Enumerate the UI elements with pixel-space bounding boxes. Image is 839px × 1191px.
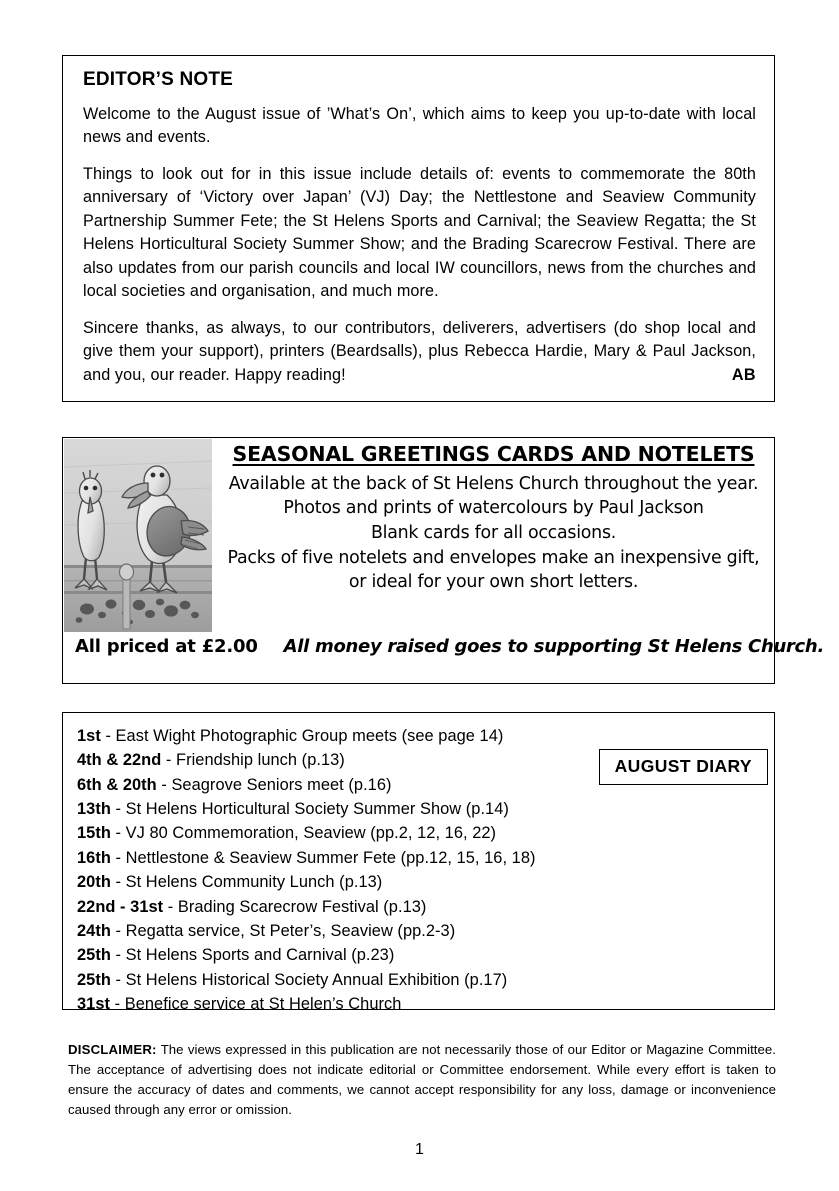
list-item [77,968,764,992]
page-number: 1 [415,1141,424,1158]
editors-note-box [62,55,775,402]
diary-entry-text: - Regatta service, St Peter’s, Seaview (pp.2-3) [110,921,456,940]
advert-line-5: or ideal for your own short letters. [348,572,639,593]
diary-entry-text: - St Helens Community Lunch (p.13) [110,873,383,892]
diary-day: 25th [77,970,111,989]
disclaimer-text: The views expressed in this publication are not necessarily those of our Editor or Magazine Committee. The acceptance of advertising does not indicate editorial or Committee endorsement. While every effort is taken to ensure the accuracy of dates and comments, we cannot accept responsibility for any loss, damage or inconvenience caused through any error or omission. [68,1042,776,1118]
editors-note-paragraph-1: Welcome to the August issue of ’What’s On’, which aims to keep you up-to-date with local news and events. [83,104,756,147]
diary-entry-text: - Brading Scarecrow Festival (p.13) [163,897,427,916]
diary-entry-text: - Friendship lunch (p.13) [161,751,345,770]
diary-entry-text: - Nettlestone & Seaview Summer Fete (pp.12, 15, 16, 18) [110,848,536,867]
diary-day: 6th & 20th [77,775,157,794]
diary-day: 31st [77,994,111,1013]
diary-day: 20th [77,873,111,892]
two-seagulls-illustration [64,439,212,632]
list-item [77,724,764,748]
list-item [77,821,764,845]
diary-day: 15th [77,824,111,843]
diary-entry-text: - St Helens Horticultural Society Summer Show (p.14) [110,800,509,819]
editor-signature: AB [731,365,756,384]
list-item [77,919,764,943]
advert-heading: SEASONAL GREETINGS CARDS AND NOTELETS [232,442,755,466]
editors-note-paragraph-3 [83,317,756,387]
diary-entry-text: - VJ 80 Commemoration, Seaview (pp.2, 12, 16, 22) [110,824,497,843]
editors-note-paragraph-2: Things to look out for in this issue include details of: events to commemorate the 80th anniversary of ‘Victory over Japan’ (VJ) Day; the Nettlestone and Seaview Community Partnership Summer Fete; the St Helens Sports and Carnival; the Seaview Regatta; the St Helens Horticultural Society Summer Show; and the Brading Scarecrow Festival. There are also updates from our parish councils and local IW councillors, news from the churches and local societies and organisation, and much more. [83,164,756,301]
disclaimer-heading: DISCLAIMER: [68,1042,157,1057]
disclaimer-block [68,1040,776,1120]
diary-entry-text: - East Wight Photographic Group meets (see page 14) [100,727,504,745]
advert-fundraising-note: All money raised goes to supporting St Helens Church. [283,636,824,657]
advert-price: All priced at £2.00 [75,636,258,657]
advert-box [62,437,824,684]
list-item [77,797,764,821]
advert-text-block [215,442,772,595]
editors-note-paragraph-3-text: Sincere thanks, as always, to our contributors, deliverers, advertisers (do shop local and give them your support), printers (Beardsalls), plus Rebecca Hardie, Mary & Paul Jackson, and you, our reader. Happy reading! [83,318,756,384]
list-item [77,846,764,870]
list-item [77,992,764,1016]
advert-line-4: Packs of five notelets and envelopes make an inexpensive gift, [227,547,760,568]
diary-day: 24th [77,921,111,940]
diary-day: 16th [77,848,111,867]
list-item [77,895,764,919]
diary-day: 4th & 22nd [77,751,162,770]
diary-entry-text: - Seagrove Seniors meet (p.16) [156,775,392,794]
editors-note-title: EDITOR’S NOTE [83,69,234,90]
diary-day: 25th [77,946,111,965]
advert-line-1: Available at the back of St Helens Church throughout the year. [228,473,759,494]
list-item [77,943,764,967]
diary-day: 1st [77,727,101,745]
diary-entry-text: - St Helens Sports and Carnival (p.23) [110,946,395,965]
advert-footer [75,636,824,657]
diary-day: 22nd - 31st [77,897,164,916]
august-diary-label: AUGUST DIARY [599,749,768,785]
diary-entry-text: - Benefice service at St Helen’s Church [110,994,402,1013]
diary-entry-text: - St Helens Historical Society Annual Exhibition (p.17) [110,970,508,989]
list-item [77,870,764,894]
advert-line-3: Blank cards for all occasions. [370,523,617,544]
advert-line-2: Photos and prints of watercolours by Paul Jackson [283,498,704,519]
diary-day: 13th [77,800,111,819]
august-diary-box [62,712,775,1013]
